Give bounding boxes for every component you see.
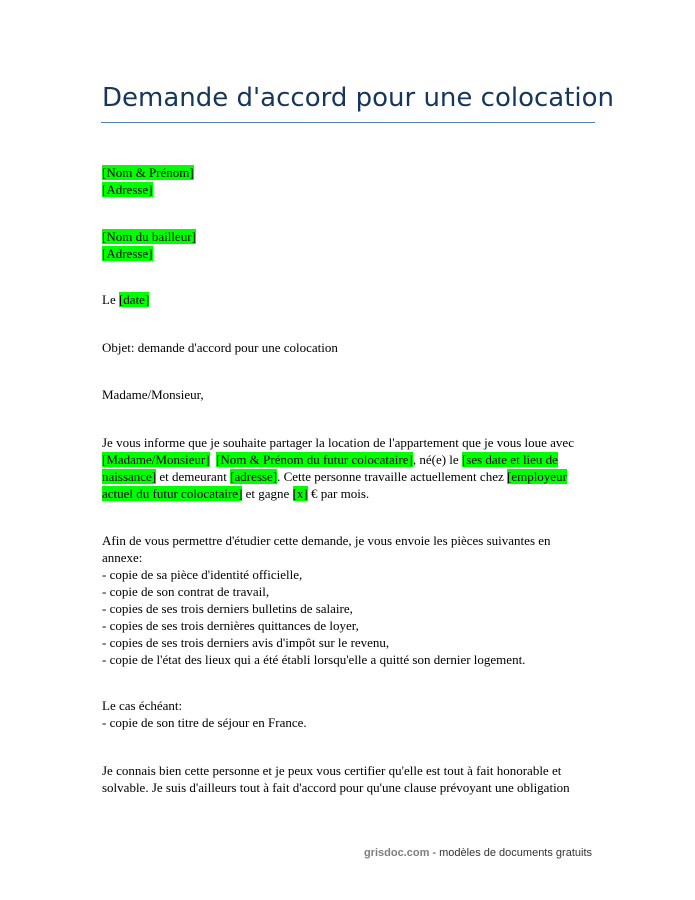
sender-address-field: [Adresse]: [102, 182, 153, 197]
paragraph-guarantee: [102, 762, 602, 796]
paragraph-attachments: [102, 532, 602, 668]
recipient-block: [102, 228, 602, 262]
paragraph-text: et demeurant: [156, 469, 231, 484]
date-line: [102, 291, 602, 308]
birth-field-continued: naissance]: [102, 469, 157, 484]
civility-field: [Madame/Monsieur]: [102, 452, 210, 467]
landlord-name-field: [Nom du bailleur]: [102, 229, 196, 244]
subject-text: Objet: demande d'accord pour une colocation: [102, 340, 338, 355]
paragraph-line: Le cas échéant:: [102, 698, 183, 713]
document-title: Demande d'accord pour une colocation: [102, 83, 615, 113]
list-item: - copie de son contrat de travail,: [102, 584, 270, 599]
paragraph-text: et gagne: [242, 486, 293, 501]
paragraph-text: . Cette personne travaille actuellement chez: [277, 469, 507, 484]
date-prefix: Le: [102, 292, 119, 307]
paragraph-line: Je connais bien cette personne et je peux vous certifier qu'elle est tout à fait honorable et: [102, 763, 562, 778]
roommate-address-field: [adresse]: [230, 469, 278, 484]
roommate-name-field: [Nom & Prénom du futur colocataire]: [216, 452, 413, 467]
list-item: - copie de sa pièce d'identité officielle,: [102, 567, 303, 582]
paragraph-if-applicable: [102, 697, 602, 731]
employer-field: [employeur: [506, 469, 567, 484]
employer-field-continued: actuel du futur colocataire]: [102, 486, 243, 501]
landlord-address-field: [Adresse]: [102, 246, 153, 261]
footer-tagline: - modèles de documents gratuits: [429, 847, 592, 859]
paragraph-line: Je vous informe que je souhaite partager la location de l'appartement que je vous loue avec: [102, 435, 574, 450]
paragraph-text: , né(e) le: [412, 452, 462, 467]
paragraph-request: [102, 434, 602, 502]
salary-field: [x]: [292, 486, 308, 501]
sender-block: [102, 164, 602, 198]
list-item: - copies de ses trois derniers bulletins de salaire,: [102, 601, 353, 616]
footer-brand-link[interactable]: grisdoc.com: [363, 847, 430, 859]
list-item: - copie de son titre de séjour en France.: [102, 715, 307, 730]
list-item: - copie de l'état des lieux qui a été établi lorsqu'elle a quitté son dernier logement.: [102, 652, 526, 667]
greeting: [102, 386, 602, 403]
date-field: [date]: [118, 292, 150, 307]
list-item: - copies de ses trois dernières quittances de loyer,: [102, 618, 359, 633]
greeting-text: Madame/Monsieur,: [102, 387, 204, 402]
subject-line: [102, 339, 602, 356]
paragraph-line: annexe:: [102, 550, 143, 565]
paragraph-line: solvable. Je suis d'ailleurs tout à fait d'accord pour qu'une clause prévoyant une obligation: [102, 780, 570, 795]
sender-name-field: [Nom & Prénom]: [102, 165, 194, 180]
birth-field: [ses date et lieu de: [461, 452, 558, 467]
paragraph-text: € par mois.: [307, 486, 370, 501]
list-item: - copies de ses trois derniers avis d'impôt sur le revenu,: [102, 635, 390, 650]
title-underline: [101, 122, 595, 123]
footer: [364, 847, 592, 859]
paragraph-line: Afin de vous permettre d'étudier cette demande, je vous envoie les pièces suivantes en: [102, 533, 551, 548]
